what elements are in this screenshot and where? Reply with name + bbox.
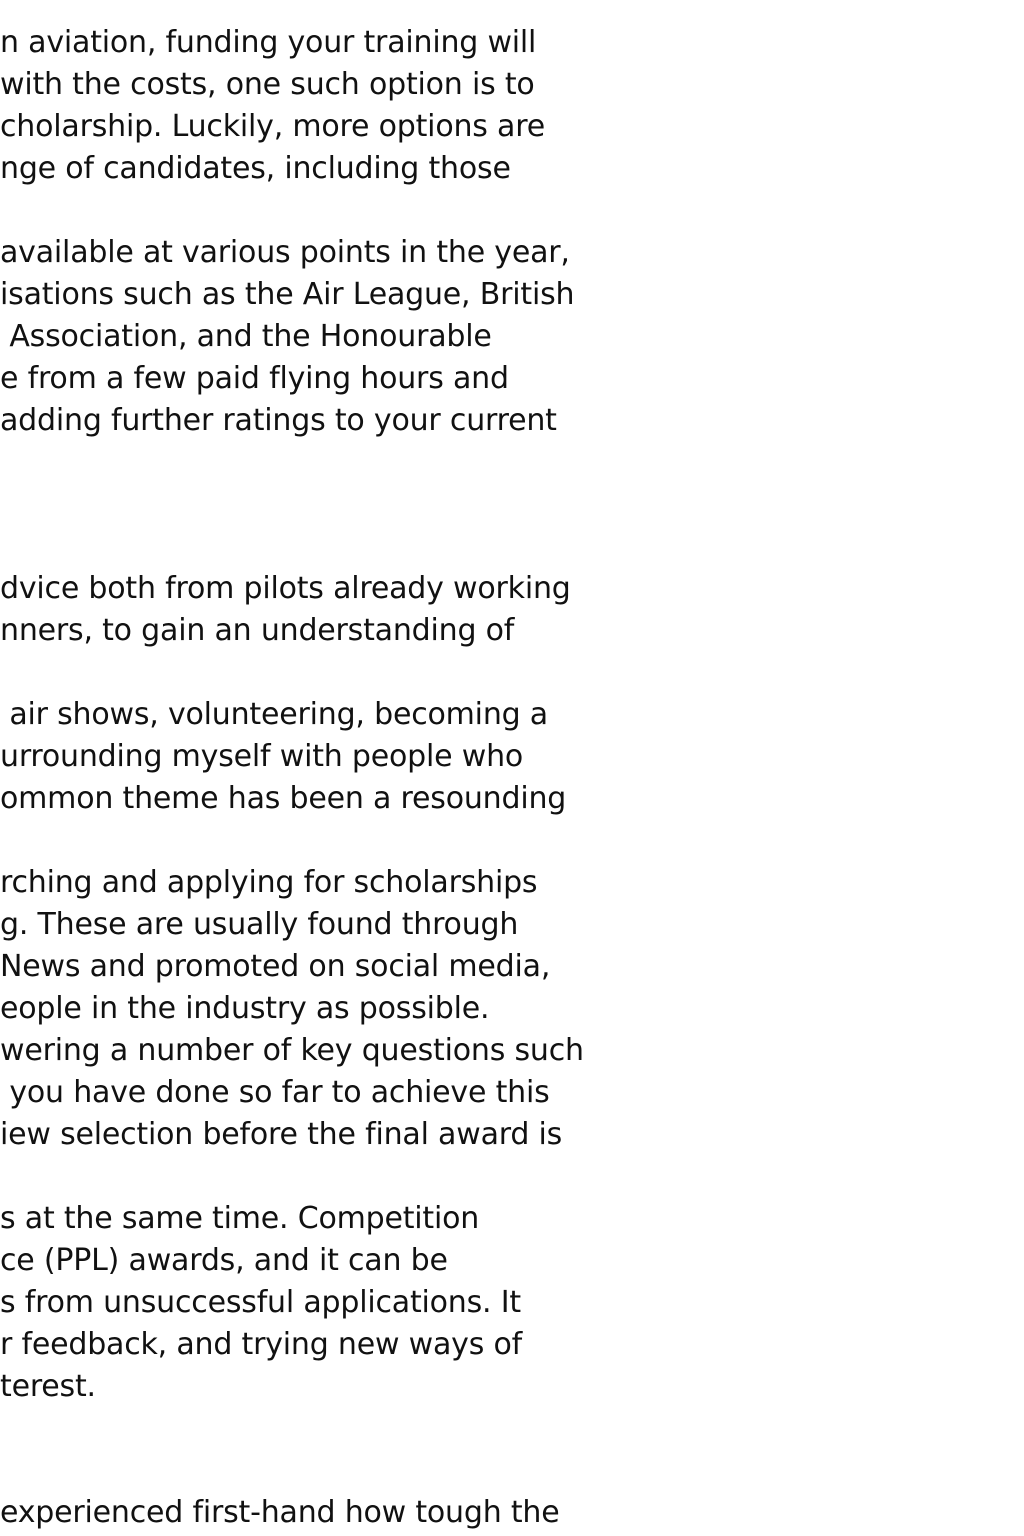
text-line: urrounding myself with people who xyxy=(0,739,524,774)
text-line: iew selection before the final award is xyxy=(0,1117,563,1152)
text-line: adding further ratings to your current xyxy=(0,403,557,438)
text-line: s from unsuccessful applications. It xyxy=(0,1285,521,1320)
text-line: wering a number of key questions such xyxy=(0,1033,584,1068)
text-line: available at various points in the year, xyxy=(0,235,570,270)
text-line: nners, to gain an understanding of xyxy=(0,613,515,648)
text-line: dvice both from pilots already working xyxy=(0,571,571,606)
text-line: isations such as the Air League, British xyxy=(0,277,575,312)
text-line: r feedback, and trying new ways of xyxy=(0,1327,523,1362)
text-line: cholarship. Luckily, more options are xyxy=(0,109,545,144)
text-line: experienced first-hand how tough the xyxy=(0,1495,560,1530)
text-line: air shows, volunteering, becoming a xyxy=(0,697,548,732)
text-line: Association, and the Honourable xyxy=(0,319,492,354)
text-line: nge of candidates, including those xyxy=(0,151,511,186)
text-line: eople in the industry as possible. xyxy=(0,991,490,1026)
text-line: ommon theme has been a resounding xyxy=(0,781,567,816)
text-line: e from a few paid flying hours and xyxy=(0,361,509,396)
text-line: terest. xyxy=(0,1369,96,1404)
text-line: rching and applying for scholarships xyxy=(0,865,538,900)
text-line: you have done so far to achieve this xyxy=(0,1075,550,1110)
text-line: n aviation, funding your training will xyxy=(0,25,537,60)
text-line: s at the same time. Competition xyxy=(0,1201,480,1236)
text-line: News and promoted on social media, xyxy=(0,949,551,984)
text-line: with the costs, one such option is to xyxy=(0,67,535,102)
text-line: g. These are usually found through xyxy=(0,907,519,942)
text-line: ce (PPL) awards, and it can be xyxy=(0,1243,448,1278)
